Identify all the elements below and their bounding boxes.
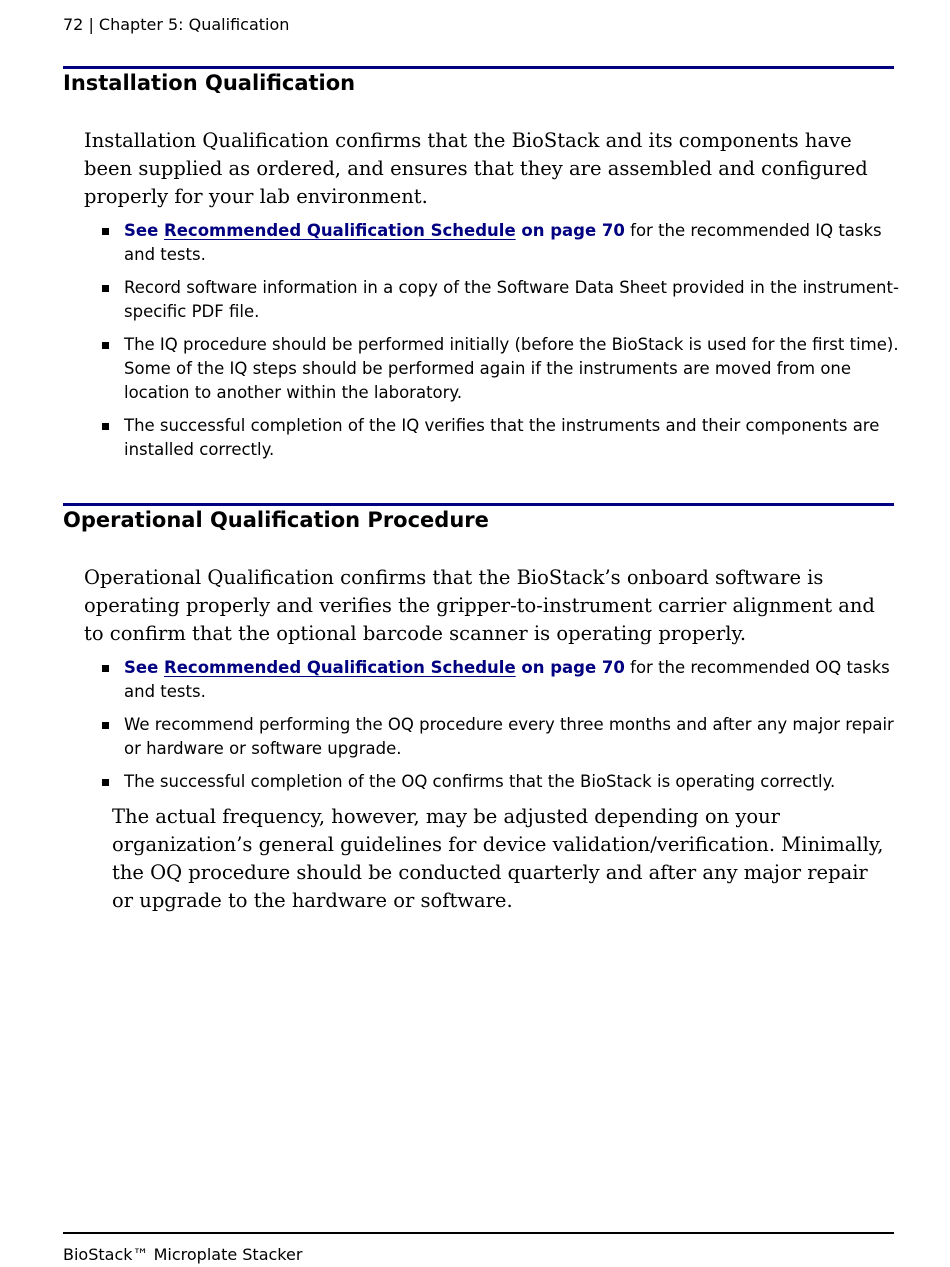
xref-suffix: on page 70 bbox=[515, 658, 625, 677]
recommended-schedule-link[interactable]: Recommended Qualification Schedule bbox=[164, 658, 516, 677]
cross-reference bbox=[124, 658, 625, 677]
list-item bbox=[100, 276, 900, 324]
list-item-text: for the recommended OQ tasks and tests. bbox=[124, 658, 890, 701]
installation-bullet-list bbox=[100, 219, 900, 471]
list-item-text: Record software information in a copy of the Software Data Sheet provided in the instrument-specific PDF file. bbox=[124, 278, 899, 321]
recommended-schedule-link[interactable]: Recommended Qualification Schedule bbox=[164, 221, 516, 240]
footer-rule bbox=[63, 1232, 894, 1234]
section-title-installation: Installation Qualification bbox=[63, 71, 356, 95]
list-item bbox=[100, 333, 900, 405]
running-head: 72 | Chapter 5: Qualification bbox=[63, 15, 290, 34]
section-title-operational: Operational Qualification Procedure bbox=[63, 508, 489, 532]
bullet-icon bbox=[102, 285, 109, 292]
list-item-text: The successful completion of the IQ verifies that the instruments and their components are installed correctly. bbox=[124, 416, 880, 459]
bullet-icon bbox=[102, 722, 109, 729]
bullet-icon bbox=[102, 342, 109, 349]
list-item-text: We recommend performing the OQ procedure every three months and after any major repair or hardware or software upgrade. bbox=[124, 715, 894, 758]
list-item-text: The successful completion of the OQ confirms that the BioStack is operating correctly. bbox=[124, 772, 836, 791]
xref-prefix: See bbox=[124, 658, 165, 677]
list-item bbox=[100, 219, 900, 267]
footer-product-name: BioStack™ Microplate Stacker bbox=[63, 1245, 303, 1264]
bullet-icon bbox=[102, 228, 109, 235]
operational-bullet-list bbox=[100, 656, 900, 803]
operational-intro: Operational Qualification confirms that the BioStack’s onboard software is operating properly and verifies the gripper-to-instrument carrier alignment and to confirm that the optional barcode scanner is operating properly. bbox=[84, 566, 875, 645]
bullet-icon bbox=[102, 779, 109, 786]
xref-suffix: on page 70 bbox=[515, 221, 625, 240]
list-item bbox=[100, 414, 900, 462]
list-item-text: for the recommended IQ tasks and tests. bbox=[124, 221, 882, 264]
installation-intro: Installation Qualification confirms that the BioStack and its components have been supplied as ordered, and ensures that they are assembled and configured properly for your lab environment. bbox=[84, 129, 868, 208]
list-item bbox=[100, 656, 900, 704]
list-item-text: The IQ procedure should be performed initially (before the BioStack is used for the first time). Some of the IQ steps should be performed again if the instruments are moved from one location to another within the laboratory. bbox=[124, 335, 899, 402]
bullet-icon bbox=[102, 423, 109, 430]
cross-reference bbox=[124, 221, 625, 240]
xref-prefix: See bbox=[124, 221, 165, 240]
bullet-icon bbox=[102, 665, 109, 672]
list-item bbox=[100, 713, 900, 761]
operational-closing: The actual frequency, however, may be adjusted depending on your organization’s general guidelines for device validation/verification. Minimally, the OQ procedure should be conducted quarterly and after any major repair or upgrade to the hardware or software. bbox=[112, 805, 884, 912]
list-item bbox=[100, 770, 900, 794]
